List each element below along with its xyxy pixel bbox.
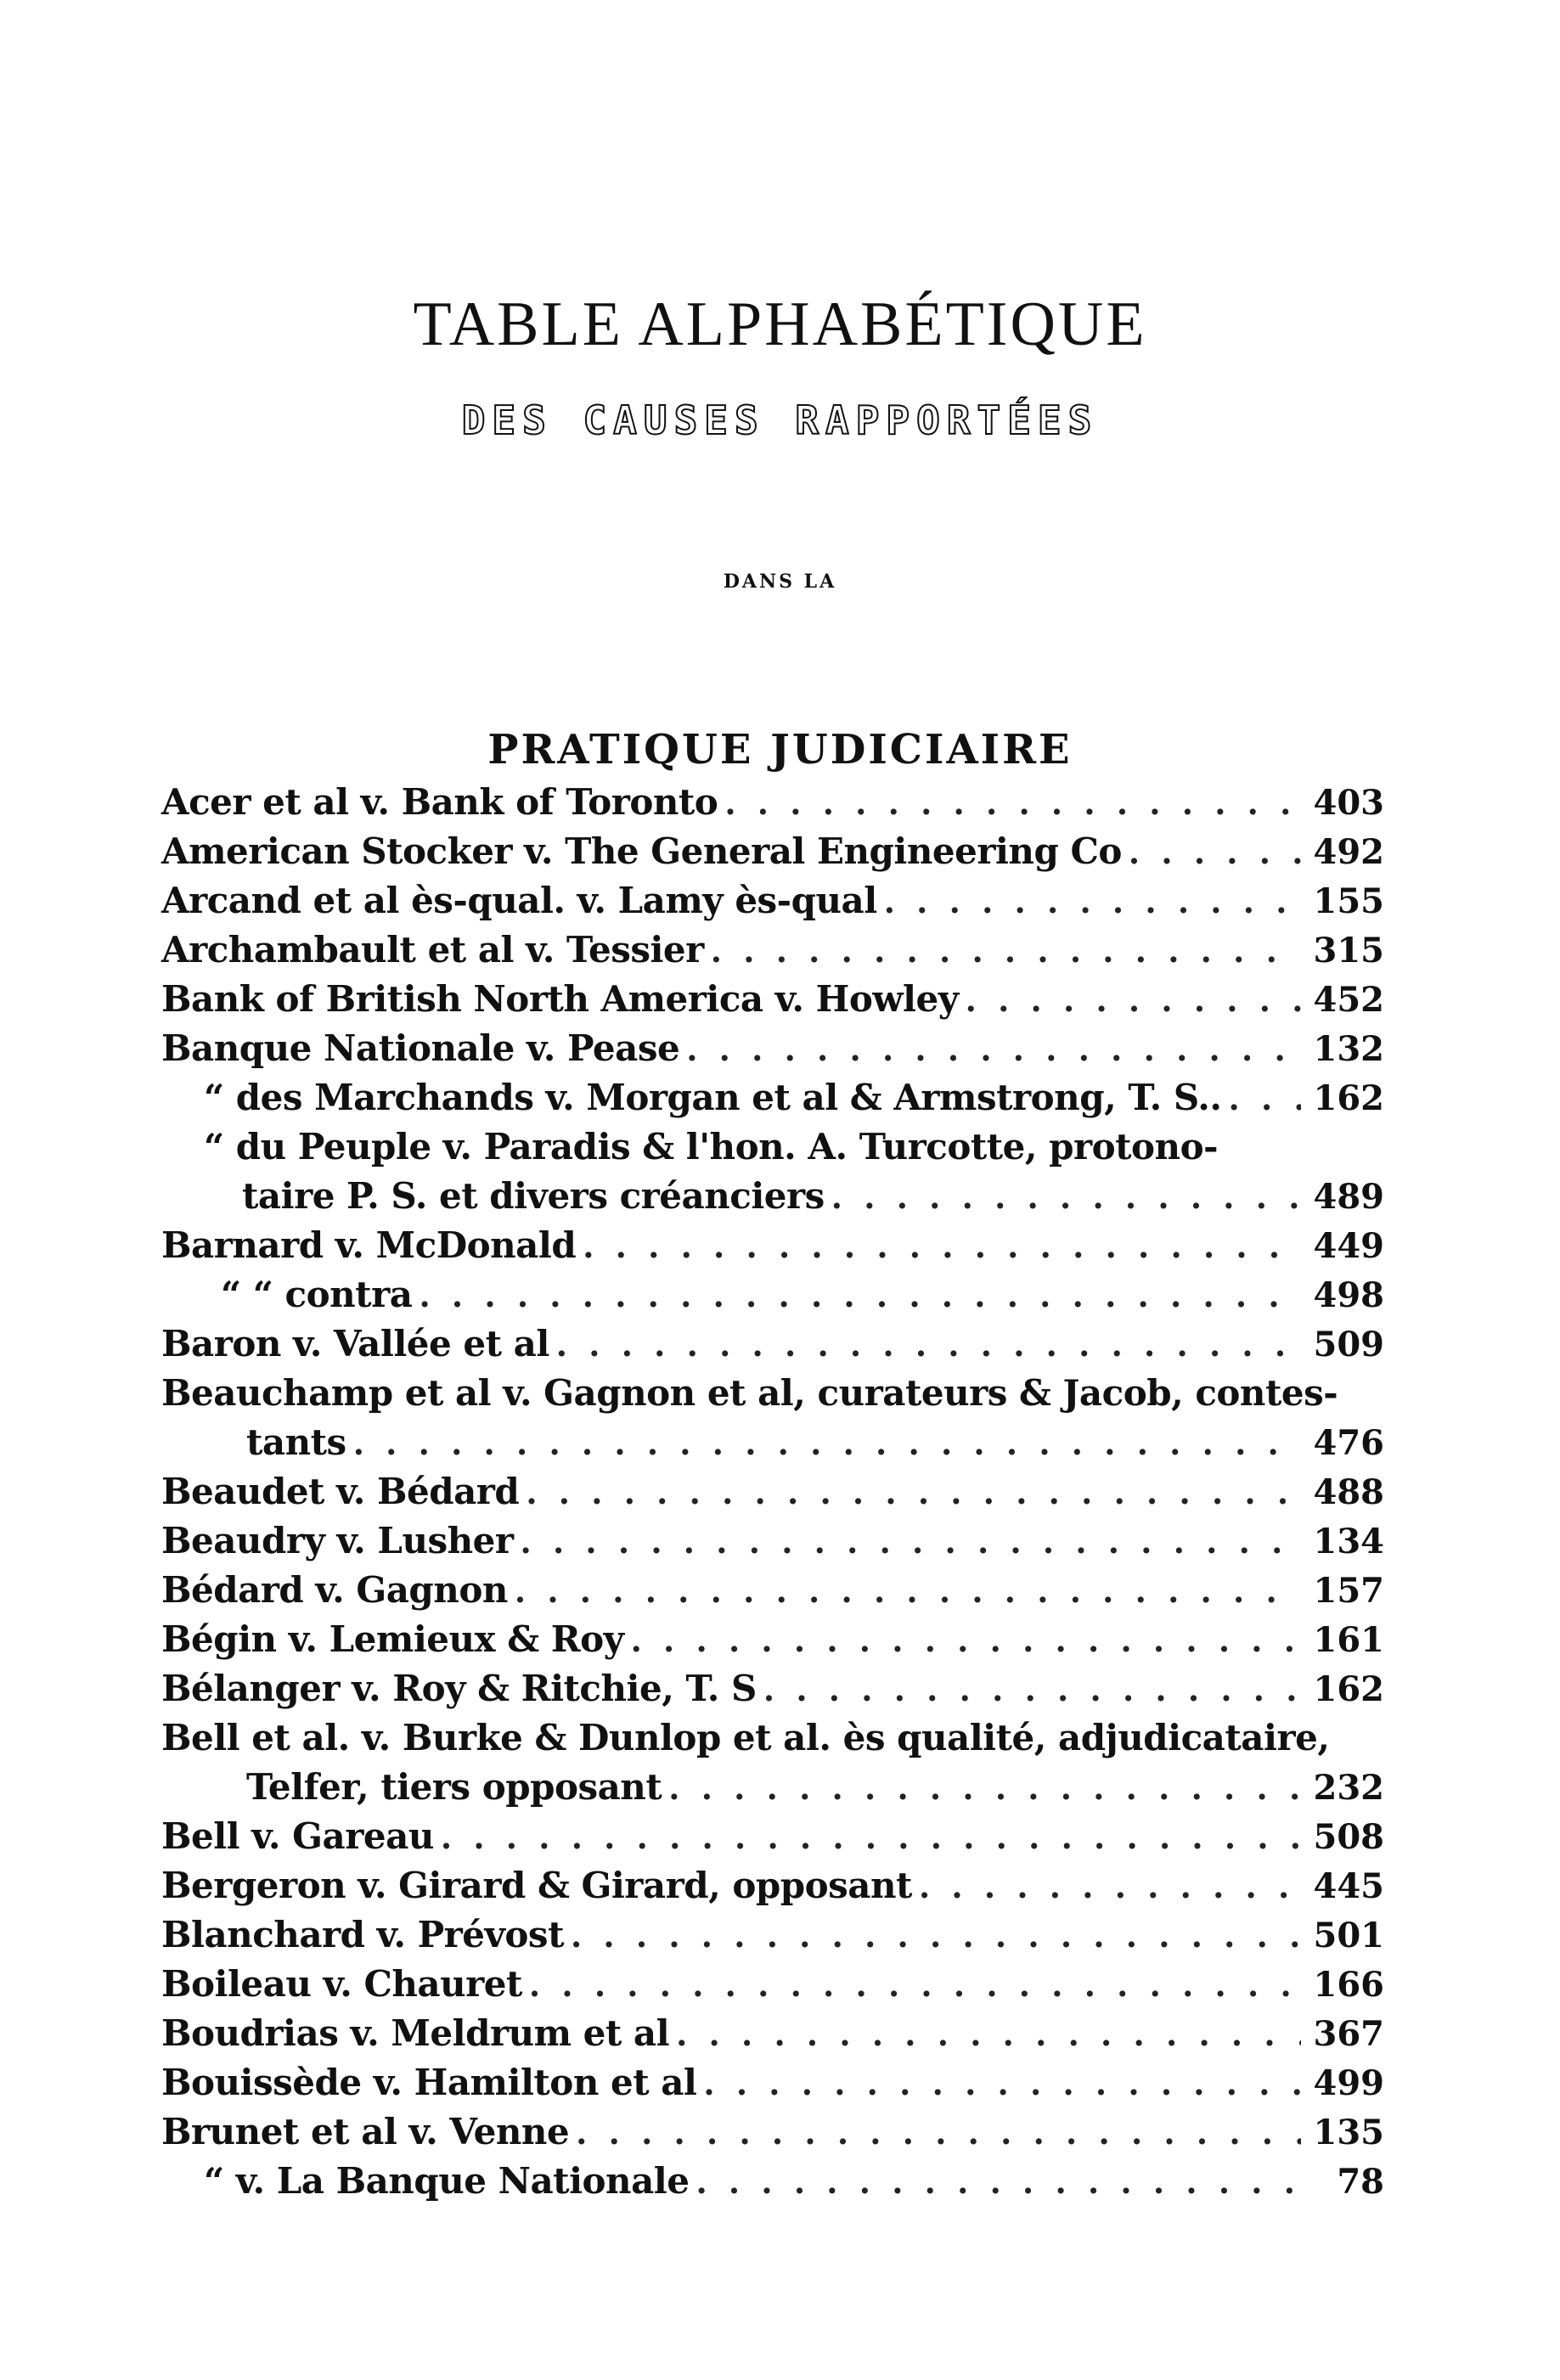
page-number: 509 bbox=[1313, 1325, 1384, 1364]
index-entry bbox=[161, 2160, 1384, 2209]
case-name: Barnard v. McDonald bbox=[161, 1224, 577, 1266]
case-name: Banque Nationale v. Pease bbox=[161, 1027, 680, 1069]
dot-leader bbox=[884, 882, 1301, 920]
case-name: Archambault et al v. Tessier bbox=[161, 929, 704, 971]
case-name: “ “ contra bbox=[221, 1274, 413, 1315]
case-name: “ du Peuple v. Paradis & l'hon. A. Turcotte, protono- bbox=[204, 1126, 1219, 1167]
page-number: 489 bbox=[1313, 1177, 1384, 1217]
dot-leader bbox=[668, 1769, 1301, 1807]
dot-leader bbox=[556, 1325, 1301, 1364]
dot-leader bbox=[571, 1916, 1301, 1955]
dot-leader bbox=[831, 1178, 1301, 1216]
page-number: 476 bbox=[1313, 1423, 1384, 1463]
dot-leader bbox=[529, 1966, 1301, 2004]
page-number: 488 bbox=[1313, 1472, 1384, 1512]
case-name: Bergeron v. Girard & Girard, opposant bbox=[161, 1865, 912, 1906]
dot-leader bbox=[521, 1522, 1301, 1561]
dot-leader bbox=[576, 2113, 1301, 2152]
case-name: Bouissède v. Hamilton et al bbox=[161, 2062, 697, 2103]
page-number: 132 bbox=[1313, 1029, 1384, 1069]
page-number: 501 bbox=[1313, 1916, 1384, 1955]
case-name: Blanchard v. Prévost bbox=[161, 1914, 564, 1955]
case-name: “ des Marchands v. Morgan et al & Armstrong, T. S.. bbox=[204, 1077, 1222, 1118]
case-name: Arcand et al ès-qual. v. Lamy ès-qual bbox=[161, 880, 877, 921]
dot-leader bbox=[966, 981, 1301, 1019]
page-number: 135 bbox=[1313, 2113, 1384, 2152]
page-number: 162 bbox=[1313, 1669, 1384, 1709]
case-name: Beauchamp et al v. Gagnon et al, curateurs & Jacob, contes- bbox=[161, 1372, 1338, 1414]
index-entry bbox=[161, 1569, 1384, 1618]
index-entry bbox=[161, 1372, 1384, 1471]
case-name: Baron v. Vallée et al bbox=[161, 1323, 549, 1364]
index-entry bbox=[161, 1815, 1384, 1865]
index-entry bbox=[161, 1323, 1384, 1372]
index-entry bbox=[161, 1520, 1384, 1569]
page-subtitle: DES CAUSES RAPPORTÉES bbox=[461, 397, 1099, 443]
page-number: 403 bbox=[1313, 783, 1384, 823]
page-number: 508 bbox=[1313, 1817, 1384, 1857]
dot-leader bbox=[353, 1424, 1301, 1462]
index-entry bbox=[161, 1914, 1384, 1963]
page-number: 161 bbox=[1313, 1620, 1384, 1660]
page-number: 452 bbox=[1313, 980, 1384, 1020]
index-entry bbox=[161, 830, 1384, 880]
case-name: Bell v. Gareau bbox=[161, 1815, 434, 1857]
page-number: 492 bbox=[1313, 832, 1384, 872]
index-entry bbox=[161, 1027, 1384, 1077]
dot-leader bbox=[1229, 1079, 1302, 1117]
dot-leader bbox=[526, 1473, 1301, 1511]
index-entry bbox=[161, 1126, 1384, 1224]
index-entry bbox=[161, 880, 1384, 929]
page-number: 134 bbox=[1313, 1522, 1384, 1561]
page-number: 232 bbox=[1313, 1768, 1384, 1808]
index-entry bbox=[161, 2062, 1384, 2111]
case-name: Boileau v. Chauret bbox=[161, 1963, 522, 2005]
index-entry bbox=[161, 1618, 1384, 1668]
dot-leader bbox=[711, 931, 1301, 970]
case-name: American Stocker v. The General Engineering Co bbox=[161, 830, 1122, 872]
index-entry bbox=[161, 1717, 1384, 1815]
case-name-continuation: taire P. S. et divers créanciers bbox=[242, 1175, 825, 1217]
case-name: Boudrias v. Meldrum et al bbox=[161, 2012, 670, 2054]
case-name: Bégin v. Lemieux & Roy bbox=[161, 1618, 624, 1660]
dot-leader bbox=[441, 1818, 1301, 1856]
dot-leader bbox=[763, 1670, 1301, 1708]
index-entry bbox=[161, 1963, 1384, 2012]
case-index-list bbox=[161, 781, 1384, 2209]
dot-leader bbox=[919, 1867, 1301, 1905]
page-number: 445 bbox=[1313, 1866, 1384, 1906]
dot-leader bbox=[583, 1227, 1301, 1265]
page-number: 499 bbox=[1313, 2063, 1384, 2103]
dot-leader bbox=[631, 1621, 1301, 1659]
index-entry bbox=[161, 1274, 1384, 1323]
case-name: Brunet et al v. Venne bbox=[161, 2111, 570, 2152]
case-name: Beaudet v. Bédard bbox=[161, 1471, 520, 1512]
index-entry bbox=[161, 781, 1384, 830]
case-name: Bédard v. Gagnon bbox=[161, 1569, 508, 1611]
page-number: 449 bbox=[1313, 1226, 1384, 1266]
page-number: 315 bbox=[1313, 931, 1384, 971]
page-number: 157 bbox=[1313, 1571, 1384, 1611]
dot-leader bbox=[686, 1030, 1301, 1068]
index-entry bbox=[161, 1224, 1384, 1274]
case-name: “ v. La Banque Nationale bbox=[204, 2160, 690, 2202]
index-entry bbox=[161, 1865, 1384, 1914]
page-number: 155 bbox=[1313, 881, 1384, 921]
section-title: PRATIQUE JUDICIAIRE bbox=[487, 725, 1073, 774]
case-name: Bank of British North America v. Howley bbox=[161, 978, 959, 1020]
dot-leader bbox=[676, 2015, 1301, 2053]
index-entry bbox=[161, 1077, 1384, 1126]
case-name: Bell et al. v. Burke & Dunlop et al. ès qualité, adjudicataire, bbox=[161, 1717, 1330, 1758]
index-entry bbox=[161, 1471, 1384, 1520]
page-number: 367 bbox=[1313, 2014, 1384, 2054]
index-entry bbox=[161, 2111, 1384, 2160]
page-number: 498 bbox=[1313, 1275, 1384, 1315]
case-name: Bélanger v. Roy & Ritchie, T. S bbox=[161, 1668, 757, 1709]
index-entry bbox=[161, 978, 1384, 1027]
index-entry bbox=[161, 1668, 1384, 1717]
index-entry bbox=[161, 2012, 1384, 2062]
connector-text: DANS LA bbox=[723, 571, 837, 593]
page-title: TABLE ALPHABÉTIQUE bbox=[413, 289, 1147, 359]
index-entry bbox=[161, 929, 1384, 978]
dot-leader bbox=[1129, 833, 1301, 871]
dot-leader bbox=[696, 2163, 1301, 2201]
page-number: 162 bbox=[1313, 1078, 1384, 1118]
dot-leader bbox=[724, 784, 1301, 822]
page-number: 166 bbox=[1313, 1965, 1384, 2005]
case-name-continuation: tants bbox=[246, 1421, 346, 1463]
dot-leader bbox=[515, 1572, 1301, 1610]
case-name: Beaudry v. Lusher bbox=[161, 1520, 514, 1561]
dot-leader bbox=[703, 2064, 1301, 2102]
dot-leader bbox=[419, 1276, 1301, 1314]
case-name: Acer et al v. Bank of Toronto bbox=[161, 781, 718, 823]
case-name-continuation: Telfer, tiers opposant bbox=[246, 1766, 662, 1808]
page-number: 78 bbox=[1337, 2162, 1384, 2202]
